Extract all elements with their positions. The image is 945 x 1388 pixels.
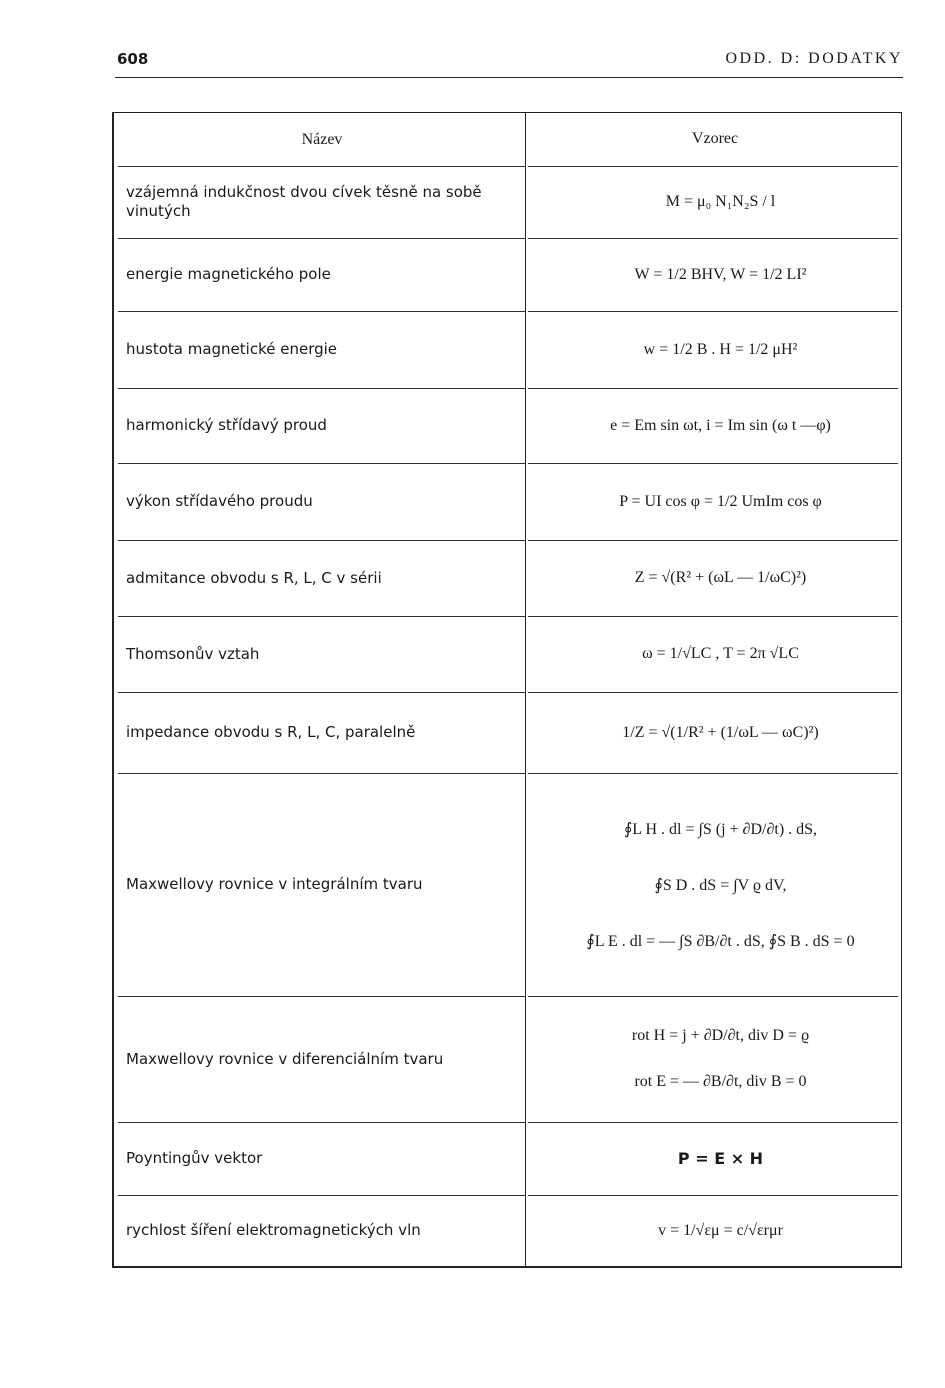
row-formula [548, 773, 893, 996]
section-title: ODD. D: DODATKY [725, 50, 903, 67]
row-formula [548, 311, 893, 388]
formula-line: P = E × H [677, 1149, 764, 1168]
row-formula [548, 463, 893, 540]
row-name: Thomsonův vztah [126, 644, 260, 663]
formula-line: e = Em sin ωt, i = Im sin (ω t —φ) [610, 416, 831, 434]
row-name: harmonický střídavý proud [126, 416, 327, 434]
row-formula [548, 996, 893, 1122]
formula-line: W = 1/2 BHV, W = 1/2 LI² [634, 265, 807, 283]
row-formula [548, 1122, 893, 1195]
row-formula [548, 238, 893, 311]
formula-line: w = 1/2 B . H = 1/2 μH² [643, 340, 798, 358]
row-name: vzájemná indukčnost dvou cívek těsně na sobě vinutých [126, 183, 482, 220]
row-formula [548, 540, 893, 616]
row-name: rychlost šíření elektromagnetických vln [126, 1221, 421, 1239]
row-formula [548, 166, 893, 238]
formula-line: ∮L H . dl = ∫S (j + ∂D/∂t) . dS, [623, 820, 818, 838]
row-name: Maxwellovy rovnice v diferenciálním tvaru [126, 1049, 444, 1068]
column-divider [525, 112, 526, 1268]
formula-line: M = μ₀ N₁N₂S / l [665, 193, 776, 210]
header-name: Název [301, 130, 343, 148]
row-name: admitance obvodu s R, L, C v sérii [126, 568, 382, 587]
formula-line: v = 1/√εμ = c/√εrμr [658, 1221, 783, 1239]
header-rule [115, 77, 903, 78]
row-formula [548, 616, 893, 692]
formula-line: 1/Z = √(1/R² + (1/ωL — ωC)²) [622, 723, 819, 741]
formula-line: ∮L E . dl = — ∫S ∂B/∂t . dS, ∮S B . dS = 0 [586, 932, 855, 950]
formula-line: ω = 1/√LC , T = 2π √LC [642, 645, 799, 662]
row-name: Poyntingův vektor [126, 1149, 263, 1167]
formula-line: Z = √(R² + (ωL — 1/ωC)²) [634, 569, 807, 586]
row-name: energie magnetického pole [126, 265, 331, 283]
row-name: impedance obvodu s R, L, C, paralelně [126, 723, 416, 741]
header-formula: Vzorec [691, 130, 739, 147]
row-formula [548, 1195, 893, 1266]
row-name: Maxwellovy rovnice v integrálním tvaru [126, 875, 423, 893]
row-formula [548, 388, 893, 463]
row-name: výkon střídavého proudu [126, 492, 313, 510]
row-name: hustota magnetické energie [126, 340, 338, 358]
formula-line: rot E = — ∂B/∂t, div B = 0 [634, 1073, 807, 1090]
formula-line: ∮S D . dS = ∫V ϱ dV, [654, 876, 787, 894]
page-number: 608 [117, 50, 149, 68]
row-formula [548, 692, 893, 773]
formula-line: P = UI cos φ = 1/2 UmIm cos φ [619, 492, 822, 510]
formula-line: rot H = j + ∂D/∂t, div D = ϱ [631, 1027, 810, 1044]
